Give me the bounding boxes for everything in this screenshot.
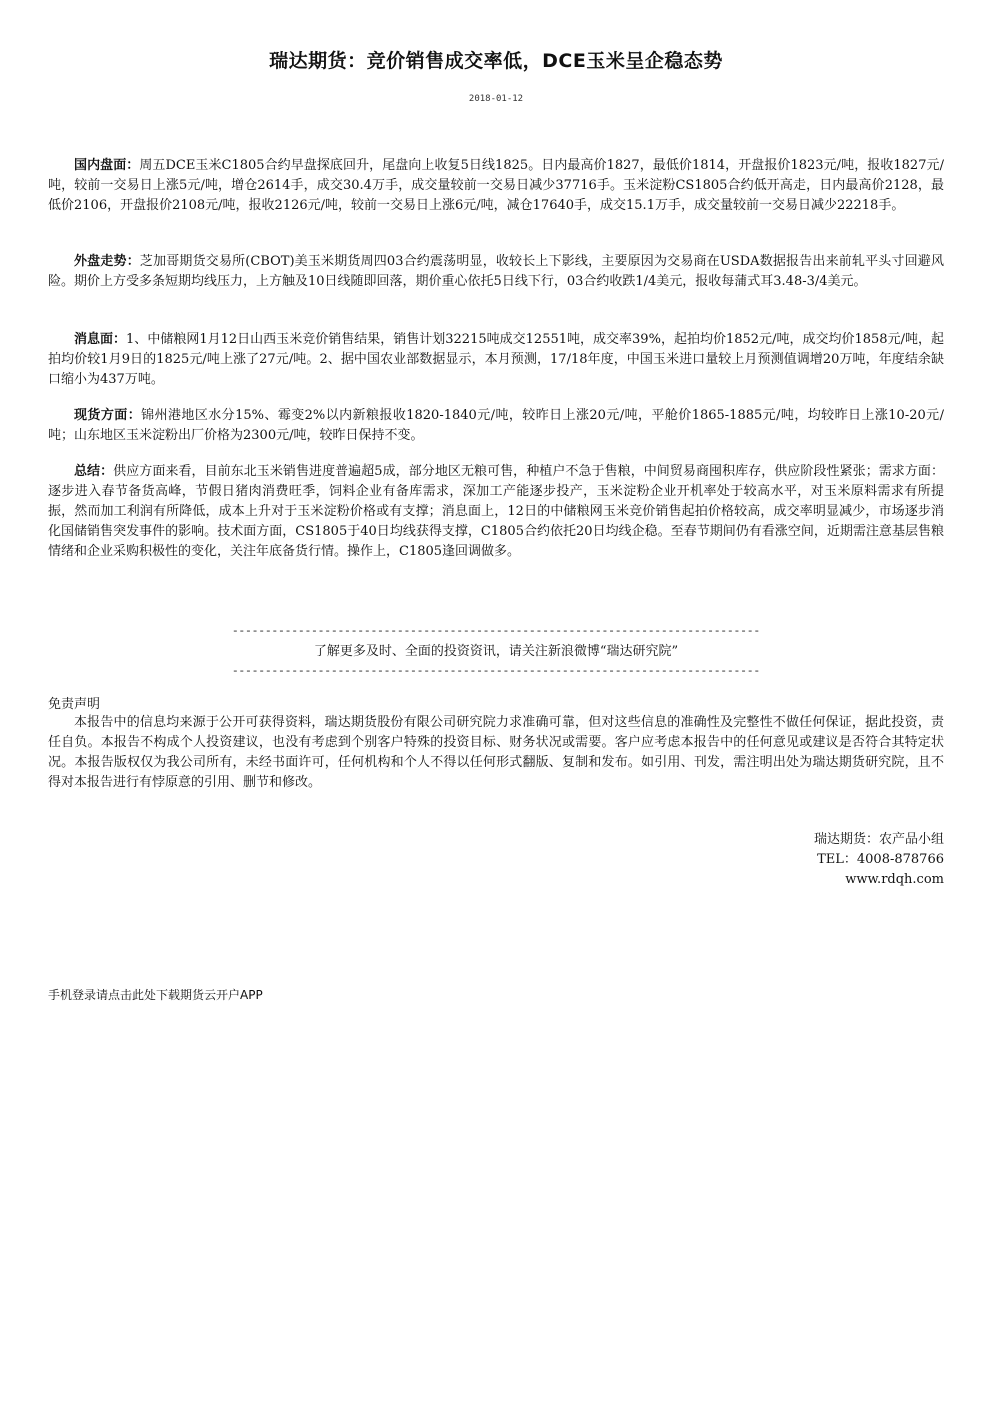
section-text: 锦州港地区水分15%、霉变2%以内新粮报收1820-1840元/吨，较昨日上涨20元/吨，平舱价1865-1885元/吨，均较昨日上涨10-20元/吨；山东地区玉米淀粉出厂价格为2300元/吨，较昨日保持不变。 xyxy=(48,408,944,443)
section-text: 周五DCE玉米C1805合约早盘探底回升，尾盘向上收复5日线1825。日内最高价1827，最低价1814，开盘报价1823元/吨，报收1827元/吨，较前一交易日上涨5元/吨，增仓2614手，成交30.4万手，成交量较前一交易日减少37716手。玉米淀粉CS1805合约低开高走，日内最高价2128，最低价2106，开盘报价2108元/吨，报收2126元/吨，较前一交易日上涨6元/吨，减仓17640手，成交15.1万手，成交量较前一交易日减少22218手。 xyxy=(48,158,944,213)
report-title: 瑞达期货：竞价销售成交率低，DCE玉米呈企稳态势 xyxy=(269,50,723,72)
download-app-link[interactable]: 手机登录请点击此处下载期货云开户APP xyxy=(48,988,263,1002)
promo-text: 了解更多及时、全面的投资资讯，请关注新浪微博“瑞达研究院” xyxy=(313,644,679,659)
section-label: 总结： xyxy=(74,464,114,479)
divider-top: -------------------------------------------------------------------------------- xyxy=(231,626,761,638)
promo-box xyxy=(0,622,992,682)
section-overseas-market xyxy=(48,252,944,292)
section-text: 供应方面来看，目前东北玉米销售进度普遍超5成，部分地区无粮可售，种植户不急于售粮，中间贸易商囤积库存，供应阶段性紧张；需求方面：逐步进入春节备货高峰，节假日猪肉消费旺季，饲料企业有备库需求，深加工产能逐步投产，玉米淀粉企业开机率处于较高水平，对玉米原料需求有所提振，然而加工利润有所降低，成本上升对于玉米淀粉价格或有支撑；消息面上，12日的中储粮网玉米竞价销售起拍价格较高，成交率明显减少，市场逐步消化国储销售突发事件的影响。技术面方面，CS1805于40日均线获得支撑，C1805合约依托20日均线企稳。至春节期间仍有看涨空间，近期需注意基层售粮情绪和企业采购积极性的变化，关注年底备货行情。操作上，C1805逢回调做多。 xyxy=(48,464,944,559)
section-domestic-market xyxy=(48,156,944,216)
section-spot-market xyxy=(48,406,944,446)
disclaimer-heading: 免责声明 xyxy=(48,697,101,712)
section-label: 国内盘面： xyxy=(74,158,140,173)
section-label: 外盘走势： xyxy=(74,254,140,269)
section-text: 芝加哥期货交易所(CBOT)美玉米期货周四03合约震荡明显，收较长上下影线，主要原因为交易商在USDA数据报告出来前轧平头寸回避风险。期价上方受多条短期均线压力，上方触及10日线随即回落，期价重心依托5日线下行，03合约收跌1/4美元，报收每蒲式耳3.48-3/4美元。 xyxy=(48,254,944,289)
report-date: 2018-01-12 xyxy=(468,94,524,104)
section-text: 1、中储粮网1月12日山西玉米竞价销售结果，销售计划32215吨成交12551吨，成交率39%，起拍均价1852元/吨，成交均价1858元/吨，起拍均价较1月9日的1825元/吨上涨了27元/吨。2、据中国农业部数据显示，本月预测，17/18年度，中国玉米进口量较上月预测值调增20万吨，年度结余缺口缩小为437万吨。 xyxy=(48,332,944,387)
section-label: 消息面： xyxy=(74,332,127,347)
signature-team: 瑞达期货：农产品小组 xyxy=(813,832,944,847)
signature-block xyxy=(814,830,944,890)
section-summary xyxy=(48,462,944,562)
signature-tel: TEL：4008-878766 xyxy=(817,852,944,867)
signature-website: www.rdqh.com xyxy=(845,872,944,887)
disclaimer-text: 本报告中的信息均来源于公开可获得资料，瑞达期货股份有限公司研究院力求准确可靠，但对这些信息的准确性及完整性不做任何保证，据此投资，责任自负。本报告不构成个人投资建议，也没有考虑到个别客户特殊的投资目标、财务状况或需要。客户应考虑本报告中的任何意见或建议是否符合其特定状况。本报告版权仅为我公司所有，未经书面许可，任何机构和个人不得以任何形式翻版、复制和发布。如引用、刊发，需注明出处为瑞达期货研究院，且不得对本报告进行有悖原意的引用、删节和修改。 xyxy=(48,715,944,790)
section-news xyxy=(48,330,944,390)
divider-bottom: -------------------------------------------------------------------------------- xyxy=(231,666,761,678)
section-label: 现货方面： xyxy=(74,408,142,423)
